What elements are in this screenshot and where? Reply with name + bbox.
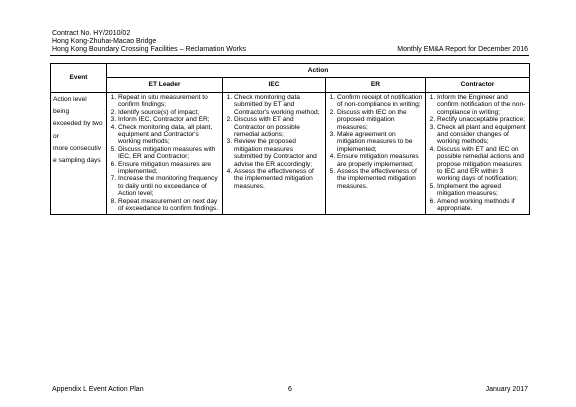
action-item: 6. Ensure mitigation measures are implemented; [118, 161, 220, 176]
action-item: 2. Identify source(s) of impact; [118, 109, 220, 116]
header-rule [50, 55, 529, 56]
project-subtitle: Hong Kong Boundary Crossing Facilities – Reclamation Works [52, 46, 247, 54]
action-item: 3. Review the proposed mitigation measures submitted by Contractor and advise the ER accordingly; [234, 138, 323, 168]
event-line: more consecutiv [53, 144, 102, 152]
footer-document-title: Appendix L Event Action Plan [52, 386, 144, 393]
action-item: 7. Increase the monitoring frequency to daily until no exceedance of Action level; [118, 175, 220, 197]
action-item: 4. Check monitoring data, all plant, equipment and Contractor's working methods; [118, 124, 220, 146]
action-item: 5. Assess the effectiveness of the implemented mitigation measures. [337, 168, 423, 190]
table-row [51, 92, 530, 214]
footer-date: January 2017 [485, 386, 528, 393]
action-item: 1. Check monitoring data submitted by ET and Contractor's working method; [234, 94, 323, 116]
event-column-header: Event [51, 64, 107, 93]
action-item: 5. Implement the agreed mitigation measures; [437, 183, 527, 198]
event-line: Action level being [53, 96, 87, 116]
iec-actions-cell [223, 92, 326, 214]
action-column-header: Action [107, 64, 530, 78]
contractor-action-list [428, 94, 527, 213]
iec-action-list [225, 94, 323, 190]
event-line: e sampling days [53, 157, 101, 165]
report-title: Monthly EM&A Report for December 2016 [397, 46, 528, 54]
action-item: 3. Inform IEC, Contractor and ER; [118, 116, 220, 123]
action-item: 3. Check all plant and equipment and consider changes of working methods; [437, 124, 527, 146]
action-item: 4. Discuss with ET and IEC on possible remedial actions and propose mitigation measures to IEC and ER within 3 working days of notification; [437, 146, 527, 183]
action-item: 2. Rectify unacceptable practice; [437, 116, 527, 123]
et-leader-action-list [109, 94, 220, 213]
action-item: 1. Repeat in situ measurement to confirm findings; [118, 94, 220, 109]
er-action-list [328, 94, 423, 190]
page-header [52, 30, 528, 55]
column-header-er: ER [326, 78, 426, 92]
column-header-contractor: Contractor [426, 78, 530, 92]
contract-number: Contract No. HY/2010/02 [52, 30, 131, 37]
action-item: 6. Amend working methods if appropriate. [437, 198, 527, 213]
et-leader-actions-cell [107, 92, 223, 214]
action-item: 2. Discuss with IEC on the proposed mitigation measures; [337, 109, 423, 131]
event-cell [51, 92, 107, 214]
page-footer [52, 386, 528, 393]
action-item: 5. Discuss mitigation measures with IEC, ER and Contractor; [118, 146, 220, 161]
table-subheader-row [51, 78, 530, 92]
er-actions-cell [326, 92, 426, 214]
action-item: 2. Discuss with ET and Contractor on possible remedial actions; [234, 116, 323, 138]
column-header-iec: IEC [223, 78, 326, 92]
table-header-row [51, 64, 530, 78]
event-action-table [50, 63, 530, 215]
project-name: Hong Kong-Zhuhai-Macao Bridge [52, 38, 157, 46]
column-header-et-leader: ET Leader [107, 78, 223, 92]
action-item: 1. Confirm receipt of notification of non-compliance in writing; [337, 94, 423, 109]
action-item: 4. Assess the effectiveness of the implemented mitigation measures. [234, 168, 323, 190]
action-item: 8. Repeat measurement on next day of exceedance to confirm findings. [118, 198, 220, 213]
event-line: or [53, 132, 59, 140]
action-item: 3. Make agreement on mitigation measures to be implemented; [337, 131, 423, 153]
action-item: 1. Inform the Engineer and confirm notification of the non-compliance in writing; [437, 94, 527, 116]
event-line: exceeded by two [53, 120, 103, 128]
page-number: 6 [288, 386, 292, 393]
contractor-actions-cell [426, 92, 530, 214]
action-item: 4. Ensure mitigation measures are properly implemented; [337, 153, 423, 168]
